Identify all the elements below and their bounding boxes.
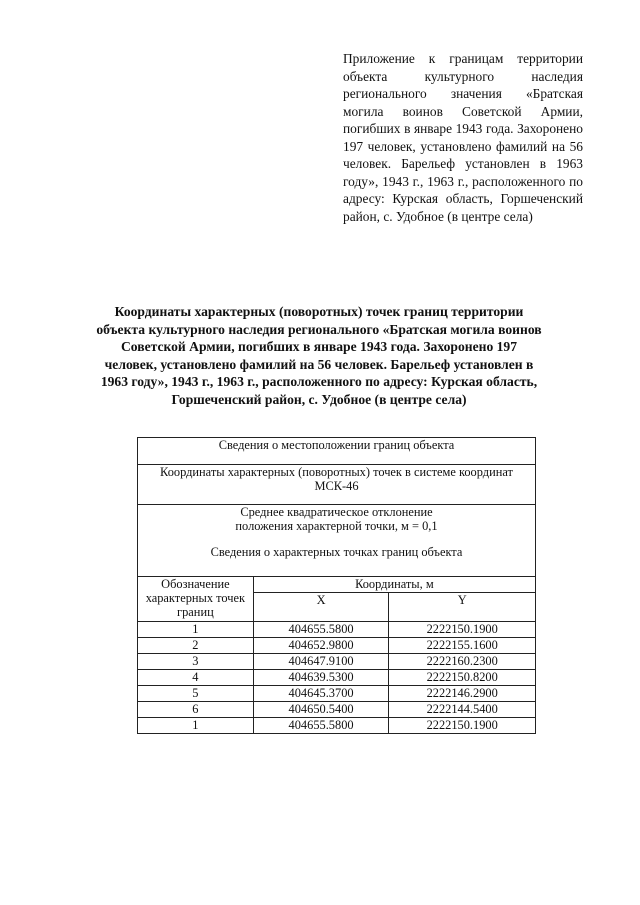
table-row <box>138 670 536 686</box>
coordinates-header: Координаты, м <box>253 577 535 593</box>
table-row <box>138 654 536 670</box>
x-coordinate: 404652.9800 <box>253 638 389 654</box>
deviation-line-2: положения характерной точки, м = 0,1 <box>235 519 438 533</box>
x-coordinate: 404655.5800 <box>253 718 389 734</box>
table-row <box>138 702 536 718</box>
point-number: 2 <box>138 638 254 654</box>
column-header-row <box>138 577 536 593</box>
table-row <box>138 622 536 638</box>
coordinates-table <box>137 437 536 734</box>
table-row <box>138 686 536 702</box>
coordinates-body <box>138 622 536 734</box>
deviation-info <box>138 505 536 577</box>
point-number: 6 <box>138 702 254 718</box>
y-coordinate: 2222155.1600 <box>389 638 536 654</box>
points-info: Сведения о характерных точках границ объекта <box>210 545 463 559</box>
deviation-line-1: Среднее квадратическое отклонение <box>240 505 433 519</box>
point-number: 1 <box>138 622 254 638</box>
table-header-row <box>138 438 536 465</box>
x-coordinate: 404650.5400 <box>253 702 389 718</box>
table-header-row <box>138 465 536 505</box>
y-coordinate: 2222150.1900 <box>389 718 536 734</box>
y-coordinate: 2222144.5400 <box>389 702 536 718</box>
table-row <box>138 638 536 654</box>
x-coordinate: 404639.5300 <box>253 670 389 686</box>
y-coordinate: 2222160.2300 <box>389 654 536 670</box>
location-header: Сведения о местоположении границ объекта <box>138 438 536 465</box>
y-header: Y <box>389 593 536 622</box>
appendix-note: Приложение к границам территории объекта культурного наследия регионального значения «Братская могила воинов Советской Армии, погибших в январе 1943 года. Захоронено 197 человек, установлено фамилий на 56 человек. Барельеф установлен в 1963 году», 1943 г., 1963 г., расположенного по адресу: Курская область, Горшеченский район, с. Удобное (в центре села) <box>343 51 583 224</box>
y-coordinate: 2222146.2900 <box>389 686 536 702</box>
document-title: Координаты характерных (поворотных) точек границ территории объекта культурного наследия регионального «Братская могила воинов Советской Армии, погибших в январе 1943 года. Захоронено 197 человек, установлено фамилий на 56 человек. Барельеф установлен в 1963 году», 1943 г., 1963 г., расположенного по адресу: Курская область, Горшеченский район, с. Удобное (в центре села) <box>96 304 542 407</box>
y-coordinate: 2222150.1900 <box>389 622 536 638</box>
x-coordinate: 404645.3700 <box>253 686 389 702</box>
point-number: 1 <box>138 718 254 734</box>
designation-header: Обозначение характерных точек границ <box>138 577 254 622</box>
x-coordinate: 404647.9100 <box>253 654 389 670</box>
point-number: 4 <box>138 670 254 686</box>
table-row <box>138 718 536 734</box>
x-coordinate: 404655.5800 <box>253 622 389 638</box>
y-coordinate: 2222150.8200 <box>389 670 536 686</box>
point-number: 3 <box>138 654 254 670</box>
coordinate-system-header: Координаты характерных (поворотных) точек в системе координат МСК-46 <box>138 465 536 505</box>
table-header-row <box>138 505 536 577</box>
point-number: 5 <box>138 686 254 702</box>
x-header: X <box>253 593 389 622</box>
